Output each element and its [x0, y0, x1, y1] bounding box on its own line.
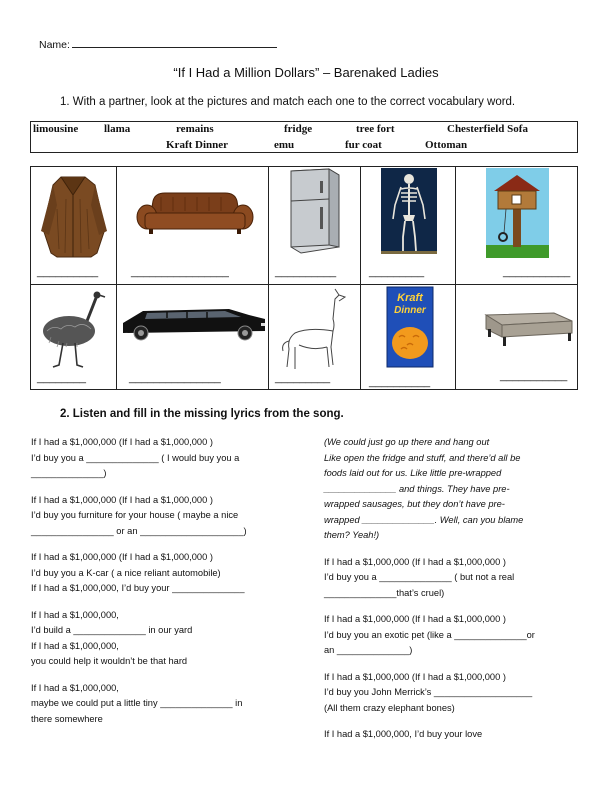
lyric-line: If I had a $1,000,000, I’d buy your love — [324, 729, 483, 739]
picture-cell-emu — [30, 284, 117, 390]
picture-cell-tree-fort — [455, 166, 578, 285]
picture-cell-limousine — [116, 284, 269, 390]
lyric-line: If I had a $1,000,000 (If I had a $1,000,000 ) — [31, 494, 213, 505]
lyric-line-spoken: wrapped sausages, but they don’t have pre- — [324, 499, 505, 509]
lyric-line[interactable]: If I had a $1,000,000, I’d buy your ______________ — [31, 583, 245, 593]
lyric-line[interactable]: I’d buy you a ______________ ( I would buy you a — [31, 452, 240, 463]
lyrics-right-column — [324, 435, 594, 743]
lyric-line: you could help it wouldn’t be that hard — [31, 656, 188, 666]
vocab-word: limousine — [33, 123, 79, 135]
kraft-dinner-icon — [361, 285, 457, 371]
answer-blank[interactable]: __________ — [275, 266, 337, 278]
llama-icon — [269, 285, 362, 375]
lyric-line: If I had a $1,000,000, — [31, 609, 119, 620]
lyric-line[interactable]: I’d buy you John Merrick’s ___________________ — [324, 687, 533, 697]
lyric-spacer — [31, 670, 301, 681]
vocab-word: fur coat — [345, 139, 382, 151]
emu-icon — [31, 285, 117, 371]
picture-grid — [30, 166, 578, 390]
lyric-line[interactable]: ______________) — [31, 468, 107, 478]
lyric-line-spoken: (We could just go up there and hang out — [324, 437, 490, 447]
lyric-spacer — [31, 482, 301, 493]
answer-blank[interactable]: ___________ — [500, 370, 568, 382]
lyric-line: If I had a $1,000,000 (If I had a $1,000,000 ) — [324, 614, 506, 624]
answer-blank[interactable]: _______________ — [129, 372, 221, 384]
lyric-line: I’d buy you furniture for your house ( maybe a nice — [31, 510, 239, 520]
lyric-line: If I had a $1,000,000, — [31, 640, 119, 651]
tree-fort-icon — [456, 167, 579, 262]
answer-blank[interactable]: ________________ — [131, 266, 229, 278]
lyric-spacer — [324, 601, 594, 612]
answer-blank[interactable]: __________ — [37, 266, 99, 278]
kraft-box-word: Kraft — [397, 292, 423, 304]
lyric-line-spoken: foods laid out for us. Like little pre-wrapped — [324, 468, 502, 478]
vocab-word: llama — [104, 123, 131, 135]
answer-blank[interactable]: _________ — [275, 372, 331, 384]
fridge-icon — [269, 167, 362, 262]
lyric-line[interactable]: I’d build a ______________ in our yard — [31, 625, 193, 635]
vocab-word: Ottoman — [425, 139, 468, 151]
lyric-line[interactable]: an ______________) — [324, 645, 413, 655]
lyrics-left-column — [31, 435, 301, 727]
lyric-spacer — [31, 597, 301, 608]
lyric-line: If I had a $1,000,000 (If I had a $1,000,000 ) — [31, 437, 213, 447]
picture-cell-fur-coat — [30, 166, 117, 285]
picture-cell-sofa — [116, 166, 269, 285]
lyric-line[interactable]: I’d buy you a ______________ ( but not a real — [324, 572, 515, 582]
lyric-line[interactable]: I’d buy you an exotic pet (like a ______________or — [324, 629, 535, 640]
vocab-word: fridge — [284, 123, 313, 135]
answer-blank[interactable]: ________ — [37, 372, 86, 384]
vocabulary-box — [30, 121, 578, 153]
lyric-line-spoken: them? Yeah!) — [324, 530, 380, 540]
lyric-line: (All them crazy elephant bones) — [324, 702, 455, 713]
question-1: 1. With a partner, look at the pictures and match each one to the correct vocabulary word. — [60, 96, 516, 108]
page-title: “If I Had a Million Dollars” – Barenaked Ladies — [173, 65, 439, 80]
lyric-line[interactable]: ________________ or an ____________________) — [31, 525, 247, 536]
vocab-word: emu — [274, 139, 295, 151]
lyric-line: If I had a $1,000,000 (If I had a $1,000,000 ) — [324, 556, 506, 567]
lyric-spacer — [324, 544, 594, 555]
lyric-spacer — [324, 659, 594, 670]
sofa-icon — [117, 167, 270, 262]
kraft-box-word: Dinner — [394, 305, 426, 316]
answer-blank[interactable]: __________ — [369, 376, 431, 388]
fur-coat-icon — [31, 169, 117, 264]
question-2: 2. Listen and fill in the missing lyrics from the song. — [60, 408, 344, 420]
answer-blank[interactable]: ___________ — [503, 266, 571, 278]
vocab-word: remains — [176, 123, 214, 135]
lyric-line: If I had a $1,000,000 (If I had a $1,000,000 ) — [324, 671, 506, 682]
ottoman-icon — [456, 285, 579, 371]
picture-cell-llama — [268, 284, 361, 390]
vocab-word: Chesterfield Sofa — [447, 123, 528, 135]
lyric-line: If I had a $1,000,000 (If I had a $1,000,000 ) — [31, 552, 213, 562]
name-underline[interactable] — [72, 37, 277, 48]
lyric-line-spoken: Like open the fridge and stuff, and there’d all be — [324, 452, 521, 463]
skeleton-icon — [361, 167, 457, 259]
lyric-line-spoken[interactable]: ______________ and things. They have pre- — [324, 483, 510, 494]
picture-cell-ottoman — [455, 284, 578, 390]
picture-cell-fridge — [268, 166, 361, 285]
lyric-line: If I had a $1,000,000, — [31, 682, 119, 693]
lyric-line: I’d buy you a K-car ( a nice reliant automobile) — [31, 567, 221, 578]
lyric-spacer — [31, 539, 301, 550]
lyric-line[interactable]: ______________that’s cruel) — [324, 587, 445, 598]
lyric-line: there somewhere — [31, 713, 103, 724]
lyric-line-spoken[interactable]: wrapped ______________. Well, can you blame — [324, 514, 524, 525]
limousine-icon — [117, 285, 270, 371]
vocab-word: tree fort — [356, 123, 395, 135]
answer-blank[interactable]: _________ — [369, 266, 425, 278]
picture-cell-skeleton — [360, 166, 456, 285]
lyric-spacer — [324, 716, 594, 727]
name-label: Name: — [39, 39, 70, 51]
name-field[interactable] — [39, 37, 277, 51]
vocab-word: Kraft Dinner — [166, 139, 229, 151]
lyric-line[interactable]: maybe we could put a little tiny ______________ in — [31, 698, 243, 708]
picture-cell-kraft-dinner — [360, 284, 456, 390]
